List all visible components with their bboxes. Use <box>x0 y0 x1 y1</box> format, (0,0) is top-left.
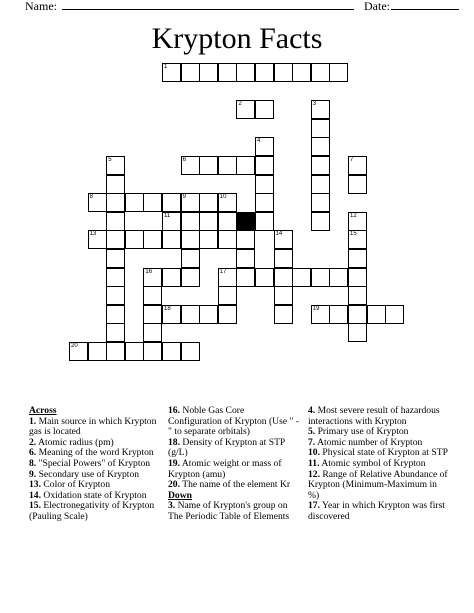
grid-cell[interactable] <box>348 156 367 175</box>
clue-item-number: 14. <box>29 489 41 501</box>
clue-number: 7 <box>350 157 354 163</box>
grid-cell[interactable] <box>125 193 144 212</box>
clue-item-text: Most severe result of hazardous interactions with Krypton <box>308 405 440 427</box>
clue-number: 9 <box>182 194 186 201</box>
clue-item <box>29 501 157 522</box>
clue-item-text: Electronegativity of Krypton (Pauling Scale) <box>29 500 155 522</box>
grid-cell[interactable] <box>348 230 367 249</box>
clue-item-number: 12. <box>308 468 320 480</box>
clue-number: 15 <box>350 231 357 238</box>
clue-number: 1 <box>164 64 168 70</box>
clue-item-text: Name of Krypton's group on The Periodic Table of Elements <box>168 500 290 522</box>
grid-cell[interactable] <box>348 286 367 305</box>
clue-item-number: 2. <box>29 436 37 448</box>
clue-number: 12 <box>350 212 357 219</box>
grid-cell[interactable] <box>329 63 348 82</box>
clue-item-number: 13. <box>29 479 41 491</box>
grid-cell[interactable] <box>255 63 274 82</box>
grid-cell[interactable] <box>236 230 255 249</box>
grid-cell[interactable] <box>162 212 181 231</box>
grid-cell[interactable] <box>329 268 348 287</box>
grid-cell[interactable] <box>218 305 237 324</box>
clue-item-text: The name of the element Kr <box>180 479 291 491</box>
grid-cell[interactable] <box>106 342 125 361</box>
grid-cell[interactable] <box>218 63 237 82</box>
clue-number: 11 <box>164 212 171 219</box>
grid-cell[interactable] <box>162 268 181 287</box>
grid-cell[interactable] <box>106 230 125 249</box>
grid-cell[interactable] <box>311 268 330 287</box>
clue-item-text: Noble Gas Core Configuration of Krypton (Use " - " to separate orbitals) <box>168 405 300 438</box>
grid-cell[interactable] <box>236 249 255 268</box>
grid-cell[interactable] <box>181 193 200 212</box>
grid-cell[interactable] <box>292 268 311 287</box>
clue-item-number: 16. <box>168 405 180 416</box>
clue-item <box>168 438 300 459</box>
grid-cell[interactable] <box>311 193 330 212</box>
date-label: Date: <box>364 0 390 13</box>
grid-cell[interactable] <box>181 268 200 287</box>
grid-cell[interactable] <box>274 249 293 268</box>
clue-heading: Across <box>29 405 57 416</box>
grid-cell[interactable] <box>311 119 330 138</box>
clue-item-number: 19. <box>168 457 180 469</box>
grid-cell[interactable] <box>106 249 125 268</box>
grid-cell[interactable] <box>236 268 255 287</box>
grid-cell[interactable] <box>255 175 274 194</box>
clue-item <box>168 501 300 522</box>
grid-cell[interactable] <box>255 212 274 231</box>
grid-cell[interactable] <box>348 175 367 194</box>
grid-cell[interactable] <box>106 175 125 194</box>
grid-cell[interactable] <box>218 286 237 305</box>
clue-item <box>168 406 300 438</box>
grid-cell[interactable] <box>255 137 274 156</box>
clue-item-number: 1. <box>29 415 37 427</box>
grid-cell[interactable] <box>181 230 200 249</box>
clue-column-1 <box>29 406 157 523</box>
clue-item-number: 15. <box>29 500 41 512</box>
grid-cell[interactable] <box>181 342 200 361</box>
clue-item-text: Range of Relative Abundance of Krypton (Minimum-Maximum in %) <box>308 468 448 501</box>
grid-cell[interactable] <box>181 156 200 175</box>
clue-number: 14 <box>275 231 283 238</box>
clue-number: 17 <box>219 268 227 275</box>
clue-number: 5 <box>108 157 112 163</box>
grid-cell[interactable] <box>143 268 162 287</box>
clue-item-text: Secondary use of Krypton <box>36 468 140 480</box>
clue-item-number: 5. <box>308 426 316 438</box>
clue-item-number: 17. <box>308 500 320 512</box>
clue-number: 4 <box>257 138 261 145</box>
grid-cell[interactable] <box>311 100 330 119</box>
clue-item-text: Color of Krypton <box>41 479 111 491</box>
grid-cell[interactable] <box>274 230 293 249</box>
clue-column-3 <box>308 406 448 523</box>
grid-cell[interactable] <box>88 193 107 212</box>
clue-item-text: Density of Krypton at STP (g/L) <box>168 436 285 459</box>
grid-cell[interactable] <box>236 156 255 175</box>
grid-cell[interactable] <box>199 305 218 324</box>
grid-cell[interactable] <box>143 230 162 249</box>
clue-number: 2 <box>238 101 242 108</box>
grid-cell[interactable] <box>143 193 162 212</box>
grid-cell[interactable] <box>106 193 125 212</box>
grid-cell[interactable] <box>348 268 367 287</box>
grid-cell[interactable] <box>199 230 218 249</box>
grid-cell[interactable] <box>69 342 88 361</box>
grid-cell[interactable] <box>143 286 162 305</box>
grid-cell[interactable] <box>181 63 200 82</box>
grid-cell[interactable] <box>106 156 125 175</box>
clue-column-2 <box>168 406 300 523</box>
grid-cell[interactable] <box>311 175 330 194</box>
grid-cell[interactable] <box>329 305 348 324</box>
grid-cell[interactable] <box>162 305 181 324</box>
clue-item <box>308 406 448 427</box>
grid-cell[interactable] <box>348 212 367 231</box>
grid-cell[interactable] <box>274 305 293 324</box>
grid-cell[interactable] <box>125 230 144 249</box>
clue-item-text: Atomic radius (pm) <box>36 436 114 448</box>
clue-number: 13 <box>89 231 97 238</box>
grid-cell[interactable] <box>199 193 218 212</box>
grid-cell[interactable] <box>311 63 330 82</box>
clue-number: 19 <box>312 305 320 312</box>
clue-number: 6 <box>182 157 186 163</box>
grid-cell[interactable] <box>162 342 181 361</box>
clue-item-number: 3. <box>168 500 176 512</box>
clue-item-text: Atomic number of Krypton <box>315 436 423 448</box>
clue-item-text: Atomic symbol of Krypton <box>319 457 426 469</box>
clue-number: 20 <box>71 343 78 349</box>
grid-cell[interactable] <box>385 305 404 324</box>
name-label: Name: <box>25 0 57 13</box>
grid-cell[interactable] <box>274 268 293 287</box>
grid-cell[interactable] <box>274 63 293 82</box>
grid-cell[interactable] <box>143 342 162 361</box>
grid-cell[interactable] <box>106 268 125 287</box>
grid-cell[interactable] <box>199 212 218 231</box>
clue-item-text: Oxidation state of Krypton <box>41 489 147 501</box>
grid-block <box>236 212 255 231</box>
grid-cell[interactable] <box>348 305 367 324</box>
grid-cell[interactable] <box>88 230 107 249</box>
clue-item-number: 10. <box>308 447 320 459</box>
grid-cell[interactable] <box>236 100 255 119</box>
grid-cell[interactable] <box>311 305 330 324</box>
clue-item <box>308 470 448 502</box>
grid-cell[interactable] <box>218 230 237 249</box>
grid-cell[interactable] <box>367 305 386 324</box>
clue-item-number: 18. <box>168 436 180 448</box>
grid-cell[interactable] <box>274 286 293 305</box>
clue-item-text: "Special Powers" of Krypton <box>36 457 151 469</box>
clue-item-text: Physical state of Krypton at STP <box>320 447 448 459</box>
grid-cell[interactable] <box>236 63 255 82</box>
clue-number: 10 <box>219 194 227 201</box>
grid-cell[interactable] <box>218 268 237 287</box>
clue-item-text: Main source in which Krypton gas is located <box>29 415 157 438</box>
clue-item-text: Meaning of the word Krypton <box>36 447 154 459</box>
clue-item-number: 8. <box>29 457 37 469</box>
grid-cell[interactable] <box>218 156 237 175</box>
grid-cell[interactable] <box>181 212 200 231</box>
clue-item-text: Primary use of Krypton <box>315 426 409 438</box>
grid-cell[interactable] <box>218 212 237 231</box>
grid-cell[interactable] <box>255 100 274 119</box>
clue-number: 8 <box>89 194 93 201</box>
grid-cell[interactable] <box>218 193 237 212</box>
grid-cell[interactable] <box>255 268 274 287</box>
grid-cell[interactable] <box>348 323 367 342</box>
grid-cell[interactable] <box>311 212 330 231</box>
clue-heading: Down <box>168 489 192 501</box>
clue-item-number: 9. <box>29 468 37 480</box>
grid-cell[interactable] <box>162 193 181 212</box>
clue-item-number: 6. <box>29 447 37 459</box>
grid-cell[interactable] <box>181 249 200 268</box>
grid-cell[interactable] <box>125 342 144 361</box>
grid-cell[interactable] <box>106 212 125 231</box>
grid-cell[interactable] <box>292 63 311 82</box>
page-title: Krypton Facts <box>151 22 323 55</box>
clue-item-number: 11. <box>308 457 320 469</box>
grid-cell[interactable] <box>106 305 125 324</box>
clue-item <box>308 501 448 522</box>
clue-item-number: 20. <box>168 479 180 491</box>
clue-item-text: Atomic weight or mass of Krypton (amu) <box>168 457 282 480</box>
grid-cell[interactable] <box>162 63 181 82</box>
grid-cell[interactable] <box>199 156 218 175</box>
clue-number: 3 <box>312 101 317 108</box>
grid-cell[interactable] <box>311 137 330 156</box>
grid-cell[interactable] <box>106 323 125 342</box>
grid-cell[interactable] <box>106 286 125 305</box>
clue-number: 18 <box>164 305 171 312</box>
grid-cell[interactable] <box>143 305 162 324</box>
grid-cell[interactable] <box>255 193 274 212</box>
clue-item-number: 4. <box>308 405 316 416</box>
clue-item <box>29 417 157 438</box>
grid-cell[interactable] <box>311 156 330 175</box>
grid-cell[interactable] <box>88 342 107 361</box>
grid-cell[interactable] <box>143 323 162 342</box>
clue-item-text: Year in which Krypton was first discovered <box>308 500 445 522</box>
grid-cell[interactable] <box>199 63 218 82</box>
grid-cell[interactable] <box>348 249 367 268</box>
clue-item-number: 7. <box>308 436 316 448</box>
grid-cell[interactable] <box>255 156 274 175</box>
grid-cell[interactable] <box>162 230 181 249</box>
clue-number: 16 <box>145 268 153 275</box>
grid-cell[interactable] <box>181 305 200 324</box>
clue-item <box>168 459 300 480</box>
